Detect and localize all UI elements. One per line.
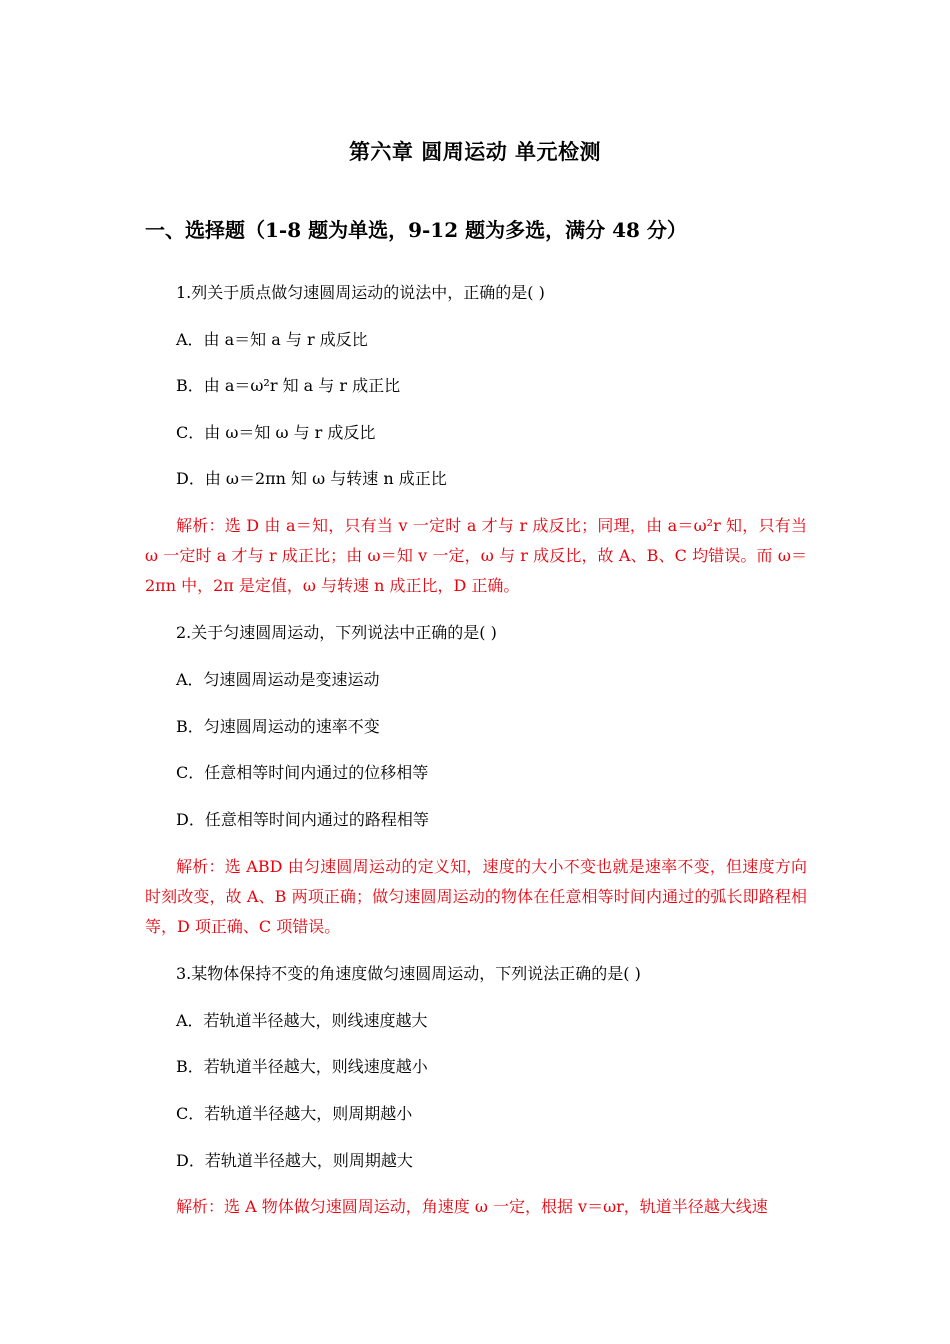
- question-1-option-a: A．由 a＝知 a 与 r 成反比: [176, 330, 368, 349]
- question-2-analysis: 解析：选 ABD 由匀速圆周运动的定义知，速度的大小不变也就是速率不变，但速度方向时刻改变，故 A、B 两项正确；做匀速圆周运动的物体在任意相等时间内通过的弧长即路程相等，D 项正确、C 项错误。: [145, 857, 807, 936]
- question-1-option-b: B．由 a＝ω²r 知 a 与 r 成正比: [176, 376, 401, 395]
- question-3-analysis: 解析：选 A 物体做匀速圆周运动，角速度 ω 一定，根据 v＝ωr，轨道半径越大线速: [176, 1197, 768, 1216]
- question-1-option-d: D．由 ω＝2πn 知 ω 与转速 n 成正比: [176, 469, 447, 488]
- question-1-stem: 1.列关于质点做匀速圆周运动的说法中，正确的是( ): [176, 283, 545, 302]
- question-2-stem: 2.关于匀速圆周运动，下列说法中正确的是( ): [176, 623, 497, 642]
- question-3-option-d: D．若轨道半径越大，则周期越大: [176, 1151, 413, 1170]
- question-3-option-c: C．若轨道半径越大，则周期越小: [176, 1104, 413, 1123]
- question-1-option-c: C．由 ω＝知 ω 与 r 成反比: [176, 423, 376, 442]
- question-3-option-a: A．若轨道半径越大，则线速度越大: [176, 1011, 428, 1030]
- section-heading: 一、选择题（1-8 题为单选，9-12 题为多选，满分 48 分）: [145, 218, 687, 242]
- question-2-option-b: B．匀速圆周运动的速率不变: [176, 717, 380, 736]
- question-1-analysis: 解析：选 D 由 a＝知，只有当 v 一定时 a 才与 r 成反比；同理，由 a＝ω²r 知，只有当 ω 一定时 a 才与 r 成正比；由 ω＝知 v 一定，ω 与 r 成反比，故 A、B、C 均错误。而 ω＝2πn 中，2π 是定值，ω 与转速 n 成正比，D 正确。: [145, 516, 807, 595]
- document-title: 第六章 圆周运动 单元检测: [348, 139, 602, 164]
- question-2-option-c: C．任意相等时间内通过的位移相等: [176, 763, 429, 782]
- question-3-option-b: B．若轨道半径越大，则线速度越小: [176, 1057, 428, 1076]
- question-3-stem: 3.某物体保持不变的角速度做匀速圆周运动，下列说法正确的是( ): [176, 964, 641, 983]
- question-2-option-d: D．任意相等时间内通过的路程相等: [176, 810, 429, 829]
- question-2-option-a: A．匀速圆周运动是变速运动: [176, 670, 380, 689]
